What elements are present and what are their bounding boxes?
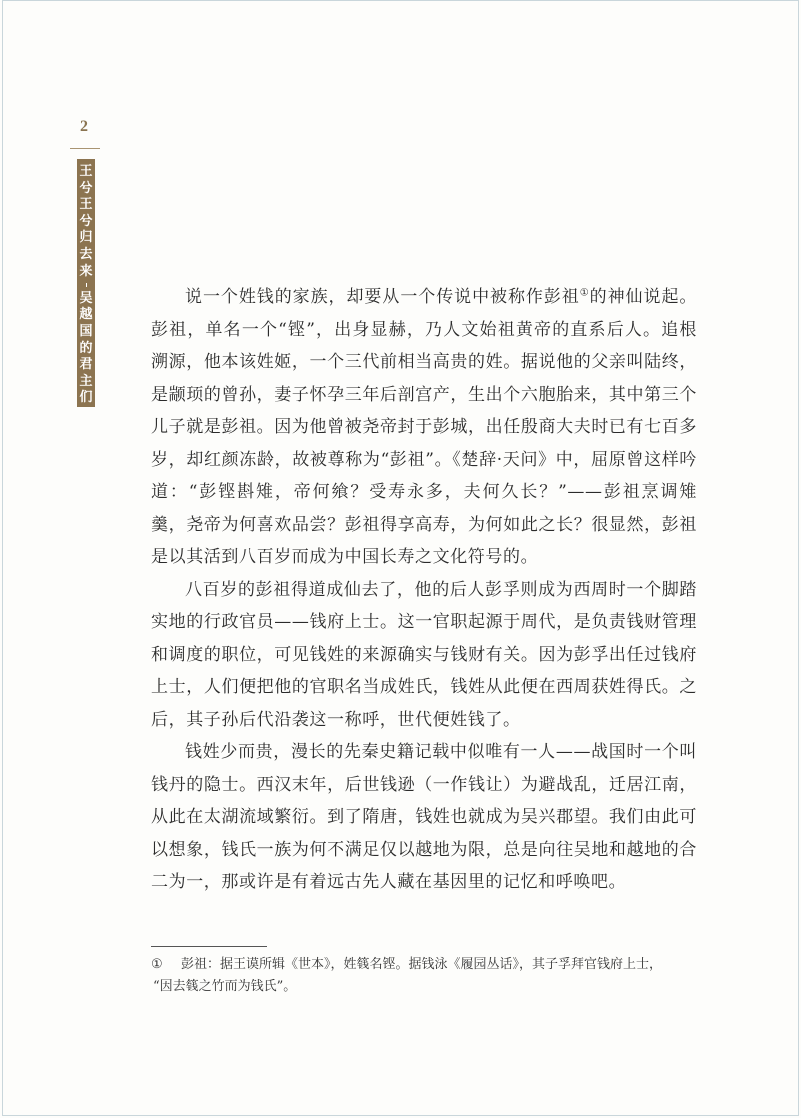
- chapter-spine-tab: [77, 159, 95, 407]
- footnote-rule: [151, 946, 267, 947]
- footnote-line-2: “因去篯之竹而为钱氏”。: [153, 979, 297, 994]
- spine-dash: [86, 283, 87, 287]
- footnote: [151, 954, 697, 998]
- page-number-rule: [70, 148, 100, 149]
- footnote-line-1: [151, 954, 697, 976]
- paragraph-1-rest: 的神仙说起。彭祖，单名一个“铿”，出身显赫，乃人文始祖黄帝的直系后人。追根溯源，他本该姓姬，一个三代前相当高贵的姓。据说他的父亲叫陆终，是颛顼的曾孙，妻子怀孕三年后剖宫产，生出个六胞胎来，其中第三个儿子就是彭祖。因为他曾被尧帝封于彭城，出任殷商大夫时已有七百多岁，却红颜冻龄，故被尊称为“彭祖”。《楚辞·天问》中，屈原曾这样吟道：“彭铿斟雉，帝何飨？受寿永多，夫何久长？”——彭祖烹调雉羹，尧帝为何喜欢品尝？彭祖得享高寿，为何如此之长？很显然，彭祖是以其活到八百岁而成为中国长寿之文化符号的。: [151, 287, 697, 567]
- footnote-text-1: 彭祖：据王谟所辑《世本》，姓篯名铿。据钱泳《履园丛话》，其子孚拜官钱府上士，: [181, 957, 663, 972]
- spine-title-part1: 王兮王兮归去来: [79, 164, 93, 279]
- paragraph-3: 钱姓少而贵，漫长的先秦史籍记载中似唯有一人——战国时一个叫钱丹的隐士。西汉末年，后世钱逊（一作钱让）为避战乱，迁居江南，从此在太湖流域繁衍。到了隋唐，钱姓也就成为吴兴郡望。我们由此可以想象，钱氏一族为何不满足仅以越地为限，总是向往吴地和越地的合二为一，那或许是有着远古先人藏在基因里的记忆和呼唤吧。: [151, 742, 697, 892]
- page-number: 2: [80, 118, 88, 135]
- footnote-reference-marker[interactable]: ①: [579, 287, 590, 299]
- footnote-number: ①: [151, 957, 163, 972]
- paragraph-1-start: 说一个姓钱的家族，却要从一个传说中被称作彭祖: [185, 287, 580, 307]
- body-text: [151, 281, 697, 899]
- paragraph-2: 八百岁的彭祖得道成仙去了，他的后人彭孚则成为西周时一个脚踏实地的行政官员——钱府上士。这一官职起源于周代，是负责钱财管理和调度的职位，可见钱姓的来源确实与钱财有关。因为彭孚出任过钱府上士，人们便把他的官职名当成姓氏，钱姓从此便在西周获姓得氏。之后，其子孙后代沿袭这一称呼，世代便姓钱了。: [151, 579, 697, 730]
- spine-title-part2: 吴越国的君主们: [79, 290, 93, 406]
- paragraph-1: [151, 281, 697, 574]
